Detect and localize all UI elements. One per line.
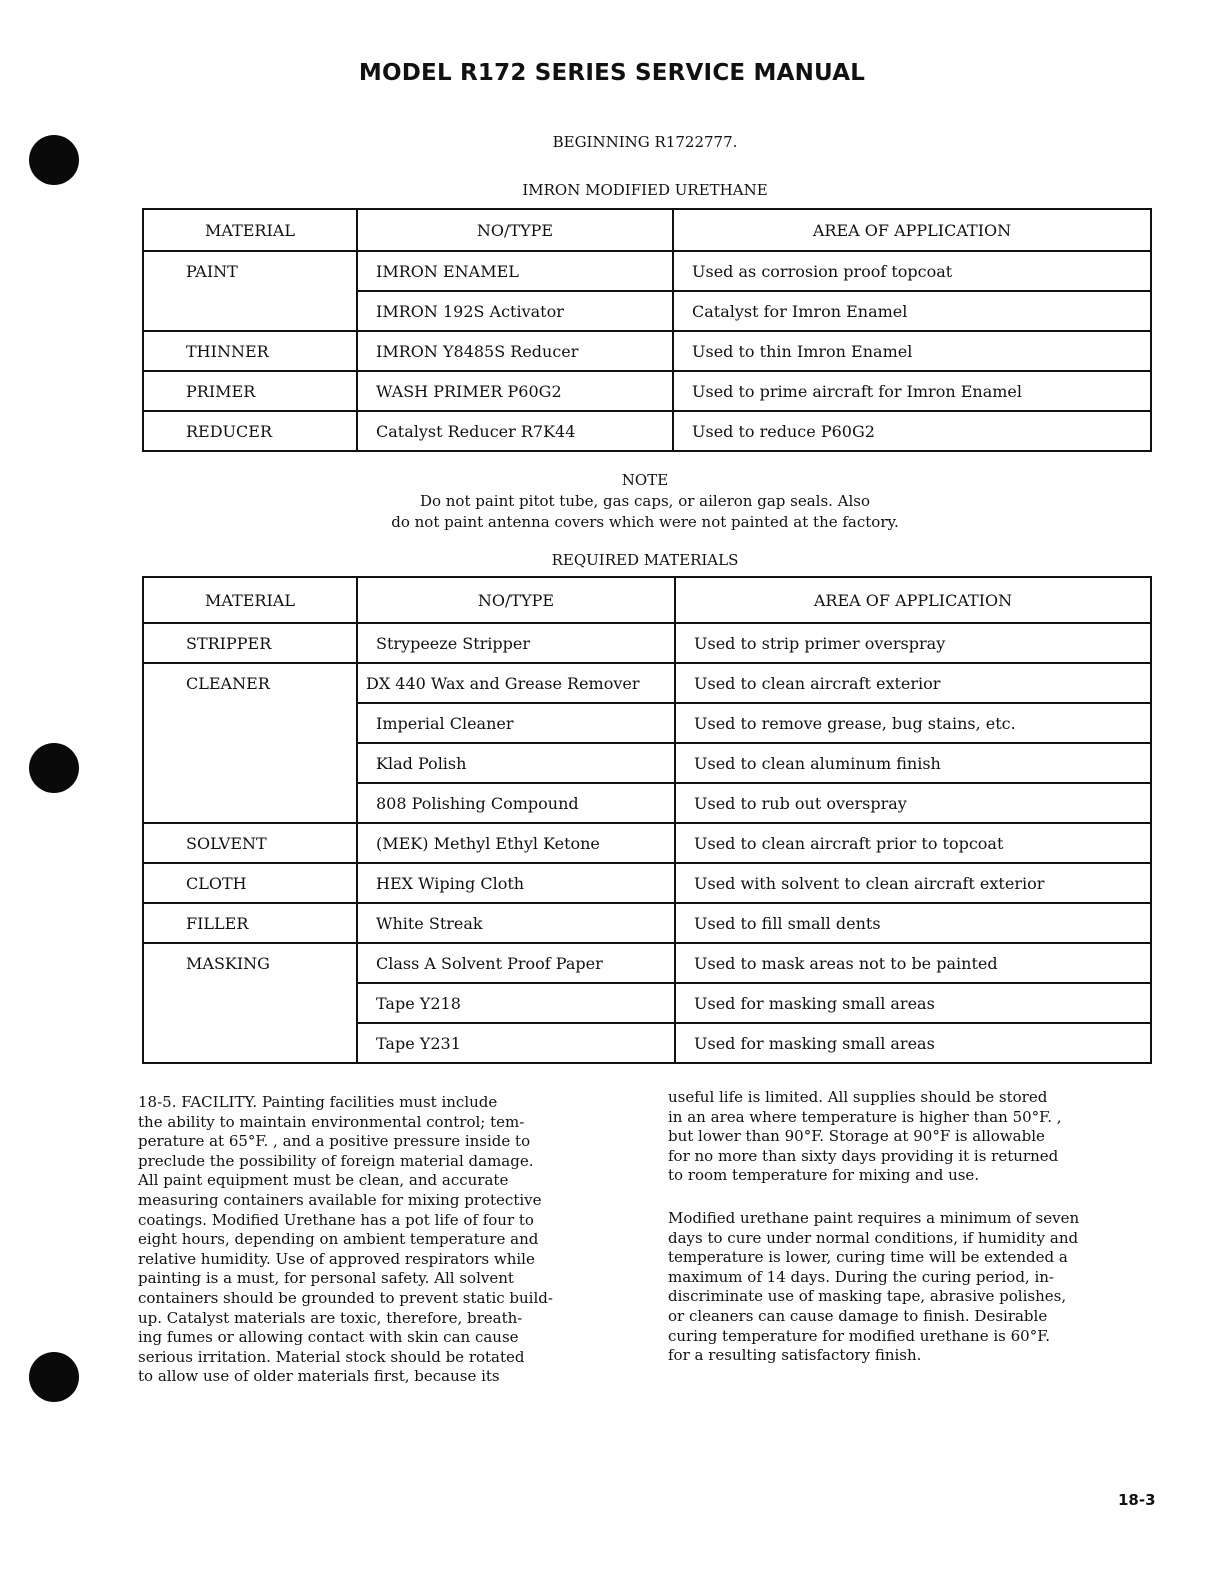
area-cell: Used for masking small areas [675,983,1151,1023]
area-cell: Used to clean aircraft prior to topcoat [675,823,1151,863]
area-cell: Used to clean aluminum finish [675,743,1151,783]
area-cell: Used for masking small areas [675,1023,1151,1063]
material-cell: STRIPPER [143,623,357,663]
table-row [143,331,1151,371]
table-row [143,371,1151,411]
type-cell: Catalyst Reducer R7K44 [357,411,673,451]
area-cell: Used to clean aircraft exterior [675,663,1151,703]
column-header-area: AREA OF APPLICATION [675,577,1151,623]
material-cell: PAINT [143,251,357,331]
area-cell: Used to remove grease, bug stains, etc. [675,703,1151,743]
page-title: MODEL R172 SERIES SERVICE MANUAL [358,60,866,86]
facility-paragraph-right: useful life is limited. All supplies should be stored in an area where temperature is higher than 50°F. , but lower than 90°F. Storage at 90°F is allowable for no more than sixty days providing it is returned to room temperature for mixing and use. [668,1088,1062,1185]
area-cell: Used to thin Imron Enamel [673,331,1151,371]
type-cell: WASH PRIMER P60G2 [357,371,673,411]
material-cell: REDUCER [143,411,357,451]
area-cell: Used to rub out overspray [675,783,1151,823]
table-header-row [143,577,1151,623]
type-cell: Class A Solvent Proof Paper [357,943,675,983]
type-cell: HEX Wiping Cloth [357,863,675,903]
table-row [143,903,1151,943]
type-cell: Klad Polish [357,743,675,783]
column-header-no-type: NO/TYPE [357,577,675,623]
note-line: Do not paint pitot tube, gas caps, or aileron gap seals. Also [419,492,871,510]
column-header-area: AREA OF APPLICATION [673,209,1151,251]
type-cell: Strypeeze Stripper [357,623,675,663]
page-number: 18-3 [1118,1491,1156,1509]
note-block [300,470,990,533]
note-title: NOTE [621,471,669,489]
table-row [143,823,1151,863]
area-cell: Used to reduce P60G2 [673,411,1151,451]
type-cell: 808 Polishing Compound [357,783,675,823]
binder-hole-middle [29,743,79,793]
type-cell: IMRON ENAMEL [357,251,673,291]
area-cell: Catalyst for Imron Enamel [673,291,1151,331]
area-cell: Used with solvent to clean aircraft exterior [675,863,1151,903]
table2-caption: REQUIRED MATERIALS [551,551,739,569]
column-header-material: MATERIAL [143,577,357,623]
area-cell: Used to mask areas not to be painted [675,943,1151,983]
required-materials-table [142,576,1152,1064]
table-row [143,663,1151,703]
type-cell: IMRON 192S Activator [357,291,673,331]
type-cell: White Streak [357,903,675,943]
type-cell: Imperial Cleaner [357,703,675,743]
table1-caption: IMRON MODIFIED URETHANE [522,181,768,199]
serial-effectivity: BEGINNING R1722777. [552,133,738,151]
table-row [143,863,1151,903]
imron-materials-table [142,208,1152,452]
material-cell: PRIMER [143,371,357,411]
note-line: do not paint antenna covers which were not painted at the factory. [391,513,899,531]
type-cell: Tape Y218 [357,983,675,1023]
binder-hole-bottom [29,1352,79,1402]
type-cell: Tape Y231 [357,1023,675,1063]
column-header-no-type: NO/TYPE [357,209,673,251]
table-row [143,623,1151,663]
curing-paragraph: Modified urethane paint requires a minimum of seven days to cure under normal conditions, if humidity and temperature is lower, curing time will be extended a maximum of 14 days. During the curing period, in- discriminate use of masking tape, abrasive polishes, or cleaners can cause damage to finish. Desirable curing temperature for modified urethane is 60°F. for a resulting satisfactory finish. [668,1209,1080,1365]
table-header-row [143,209,1151,251]
table-row [143,943,1151,983]
facility-paragraph-left: 18-5. FACILITY. Painting facilities must include the ability to maintain environmental control; tem- perature at 65°F. , and a positive pressure inside to preclude the possibility of foreign material damage. All paint equipment must be clean, and accurate measuring containers available for mixing protective coatings. Modified Urethane has a pot life of four to eight hours, depending on ambient temperature and relative humidity. Use of approved respirators while painting is a must, for personal safety. All solvent containers should be grounded to prevent static build- up. Catalyst materials are toxic, therefore, breath- ing fumes or allowing contact with skin can cause serious irritation. Material stock should be rotated to allow use of older materials first, because its [138,1093,553,1386]
material-cell: THINNER [143,331,357,371]
area-cell: Used to fill small dents [675,903,1151,943]
material-cell: FILLER [143,903,357,943]
area-cell: Used to strip primer overspray [675,623,1151,663]
material-cell: MASKING [143,943,357,1063]
material-cell: SOLVENT [143,823,357,863]
type-cell: (MEK) Methyl Ethyl Ketone [357,823,675,863]
type-cell: DX 440 Wax and Grease Remover [357,663,675,703]
material-cell: CLOTH [143,863,357,903]
area-cell: Used to prime aircraft for Imron Enamel [673,371,1151,411]
material-cell: CLEANER [143,663,357,823]
area-cell: Used as corrosion proof topcoat [673,251,1151,291]
table-row [143,411,1151,451]
table-row [143,251,1151,291]
column-header-material: MATERIAL [143,209,357,251]
type-cell: IMRON Y8485S Reducer [357,331,673,371]
